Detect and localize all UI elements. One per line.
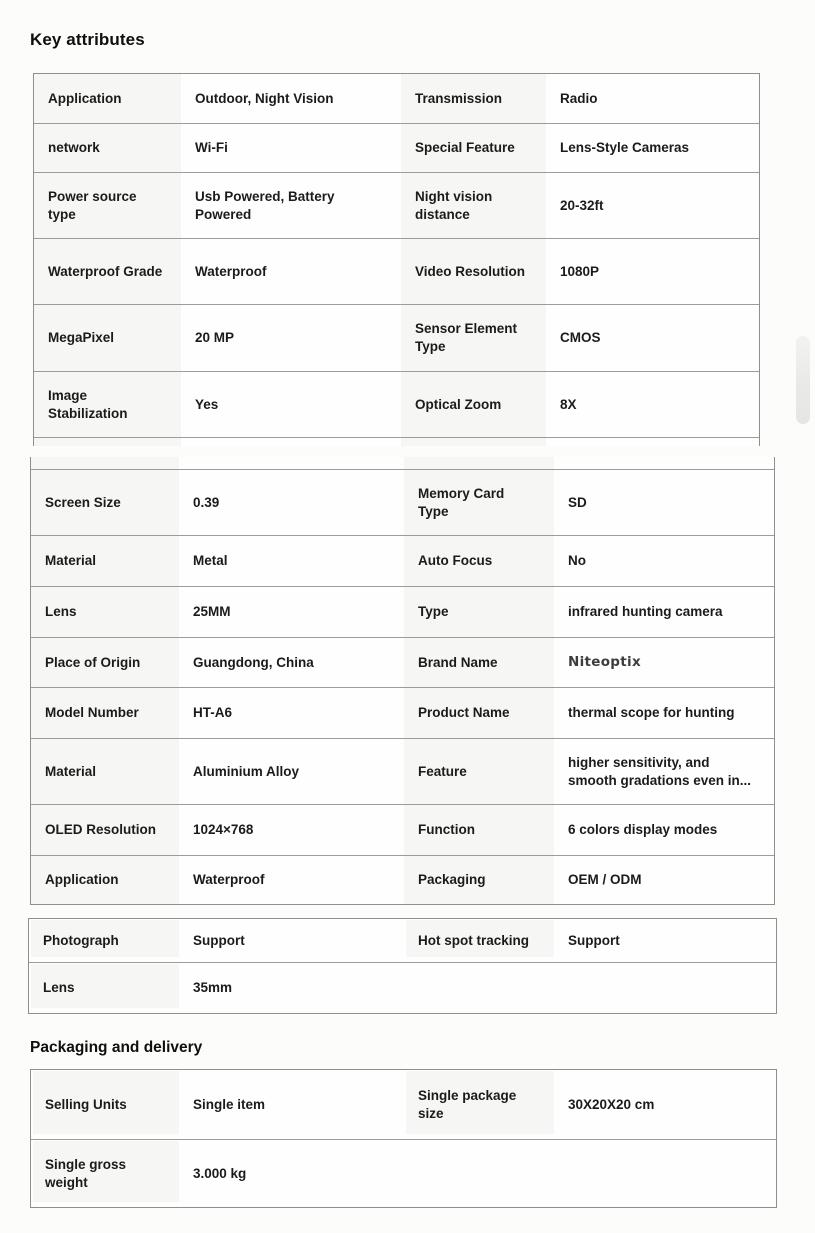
attr-value: Waterproof (195, 263, 267, 279)
attr-value (546, 438, 759, 446)
key-attributes-title: Key attributes (30, 30, 145, 49)
attr-value: Support (568, 932, 620, 948)
attr-value: thermal scope for hunting (568, 705, 735, 721)
attr-label: Feature (404, 739, 554, 804)
attr-label: OLED Resolution (31, 805, 179, 855)
attr-value: 30X20X20 cm (568, 1096, 655, 1112)
attr-label: Image Stabilization (34, 372, 181, 437)
key-attributes-table-top (33, 73, 760, 446)
attr-label: Lens (31, 587, 179, 637)
attr-value: Metal (193, 553, 228, 569)
spec-row (34, 238, 759, 304)
spec-row (31, 738, 774, 804)
attr-label: Selling Units (31, 1070, 179, 1139)
spec-row (31, 586, 774, 637)
attr-label: Single gross weight (31, 1140, 179, 1207)
attr-value: 25MM (193, 604, 231, 620)
spec-row (31, 855, 774, 904)
brand-name-value: Niteoptix (568, 653, 641, 670)
attr-label: Night vision distance (401, 173, 546, 238)
attr-label: Material (31, 739, 179, 804)
attr-label: Screen Size (31, 470, 179, 535)
attr-value: higher sensitivity, and smooth gradations even in... (568, 754, 752, 788)
attr-value: Guangdong, China (193, 654, 314, 670)
attr-label: Hot spot tracking (404, 919, 554, 962)
attr-value: 1024×768 (193, 822, 254, 838)
spec-row (31, 1070, 776, 1139)
attr-value (554, 457, 774, 469)
attr-value: OEM / ODM (568, 872, 642, 888)
attr-value (181, 438, 401, 446)
scrollbar-artifact (796, 336, 810, 424)
attr-label: Function (404, 805, 554, 855)
spec-row (31, 535, 774, 586)
key-attributes-table-bottom (28, 918, 777, 1014)
attr-value: Radio (560, 90, 598, 106)
attr-value: Outdoor, Night Vision (195, 90, 334, 106)
attr-value: Wi-Fi (195, 140, 228, 156)
spec-row (31, 687, 774, 738)
attr-label: Memory Card Type (404, 470, 554, 535)
attr-label: Type (404, 587, 554, 637)
attr-value: 8X (560, 396, 577, 412)
attr-value: Yes (195, 396, 219, 412)
attr-label: Transmission (401, 74, 546, 123)
attr-value: Lens-Style Cameras (560, 140, 690, 156)
spec-row (34, 172, 759, 238)
attr-value: 20-32ft (560, 197, 604, 213)
attr-value: Single item (193, 1096, 266, 1112)
attr-label (404, 457, 554, 469)
attr-label (34, 438, 181, 446)
spec-row (29, 919, 776, 962)
packaging-table (30, 1069, 777, 1208)
attr-label: network (34, 124, 181, 172)
spec-row (31, 804, 774, 855)
attr-label: Model Number (31, 688, 179, 738)
packaging-title: Packaging and delivery (30, 1039, 203, 1056)
attr-label: Single package size (404, 1070, 554, 1139)
attr-value: Aluminium Alloy (193, 763, 300, 779)
attr-value: Usb Powered, Battery Powered (195, 188, 335, 222)
spec-row (31, 637, 774, 687)
spec-row (31, 1139, 776, 1207)
attr-value: Waterproof (193, 872, 265, 888)
attr-label: Special Feature (401, 124, 546, 172)
attr-value: infrared hunting camera (568, 604, 723, 620)
attr-label: Optical Zoom (401, 372, 546, 437)
attr-value (179, 457, 404, 469)
attr-label: Waterproof Grade (34, 239, 181, 304)
clipped-row (34, 437, 759, 446)
attr-value: HT-A6 (193, 705, 233, 721)
spec-row (34, 74, 759, 123)
attr-label: Packaging (404, 856, 554, 904)
attr-label: Photograph (29, 919, 179, 962)
attr-label: Brand Name (404, 638, 554, 687)
spec-row (34, 123, 759, 172)
attr-value: 1080P (560, 263, 600, 279)
spec-row (34, 371, 759, 437)
attr-value: 35mm (193, 980, 233, 996)
attr-value: CMOS (560, 330, 601, 346)
attr-value: 20 MP (195, 330, 235, 346)
attr-value: Support (193, 932, 245, 948)
attr-label: Lens (29, 963, 179, 1013)
spec-row (34, 304, 759, 371)
attr-value: SD (568, 494, 587, 510)
attr-label: Product Name (404, 688, 554, 738)
attr-value: No (568, 553, 586, 569)
attr-label: Application (34, 74, 181, 123)
attr-label (31, 457, 179, 469)
attr-label: Power source type (34, 173, 181, 238)
attr-label: Application (31, 856, 179, 904)
attr-label: Video Resolution (401, 239, 546, 304)
attr-value: 6 colors display modes (568, 822, 718, 838)
attr-label: Material (31, 536, 179, 586)
spec-row (29, 962, 776, 1013)
attr-label: Place of Origin (31, 638, 179, 687)
clipped-row (31, 457, 774, 469)
attr-label (401, 438, 546, 446)
attr-value: 0.39 (193, 494, 220, 510)
attr-value: 3.000 kg (193, 1165, 247, 1181)
key-attributes-table-middle (30, 457, 775, 905)
attr-label: Sensor Element Type (401, 305, 546, 371)
attr-label: Auto Focus (404, 536, 554, 586)
attr-label: MegaPixel (34, 305, 181, 371)
spec-row (31, 469, 774, 535)
